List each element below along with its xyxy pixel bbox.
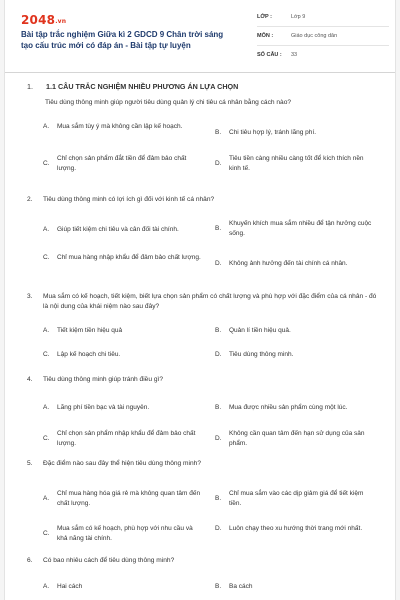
question-4 [27, 375, 377, 455]
option-text: Chỉ mua sắm vào các dịp giảm giá để tiết kiệm tiền. [229, 490, 364, 507]
document-header [5, 0, 395, 73]
meta-value: Giáo dục công dân [291, 33, 338, 39]
question-2 [27, 195, 377, 275]
question-number: 6. [27, 557, 33, 564]
option-a[interactable] [43, 403, 203, 413]
option-a[interactable] [43, 326, 203, 336]
option-text: Chỉ chọn sản phẩm nhập khẩu để đảm bảo chất lượng. [57, 430, 196, 447]
question-text: Đặc điểm nào sau đây thể hiện tiêu dùng thông minh? [43, 460, 201, 467]
option-d[interactable] [215, 429, 375, 448]
option-letter: C. [43, 434, 50, 442]
option-text: Mua được nhiều sản phẩm cùng một lúc. [229, 404, 348, 411]
question-options [43, 108, 377, 178]
meta-row-class [257, 8, 389, 27]
meta-key: SỐ CÂU : [257, 52, 282, 58]
option-b[interactable] [215, 489, 375, 508]
option-text: Mua sắm có kế hoạch, phù hợp với nhu cầu và khả năng tài chính. [57, 525, 193, 542]
option-b[interactable] [215, 582, 369, 592]
question-heading [27, 292, 377, 312]
option-letter: C. [43, 159, 50, 167]
option-letter: A. [43, 226, 50, 233]
question-text: Mua sắm có kế hoạch, tiết kiệm, biết lựa chọn sản phẩm có chất lượng và phù hợp với đặc điểm của cá nhân - đó là nội dung của khái niệm nào sau đây? [43, 293, 377, 310]
option-text: Không ảnh hưởng đến tài chính cá nhân. [229, 260, 348, 267]
question-number: 3. [27, 293, 33, 300]
question-number: 2. [27, 196, 33, 203]
meta-key: LỚP : [257, 14, 272, 20]
question-5 [27, 459, 377, 549]
option-b[interactable] [215, 403, 375, 413]
option-c[interactable] [43, 429, 203, 448]
option-letter: A. [43, 583, 50, 590]
document-page [4, 0, 396, 600]
option-letter: B. [215, 494, 222, 502]
option-text: Lãng phí tiền bạc và tài nguyên. [57, 404, 150, 411]
option-text: Mua sắm tùy ý mà không cần lập kế hoạch. [57, 123, 183, 130]
option-text: Hai cách [57, 583, 83, 590]
question-text: Tiêu dùng thông minh giúp người tiêu dùng quản lý chi tiêu cá nhân bằng cách nào? [45, 99, 292, 106]
option-text: Chỉ chọn sản phẩm đắt tiền để đảm bảo chất lượng. [57, 155, 187, 172]
option-letter: A. [43, 494, 50, 502]
option-letter: D. [215, 159, 222, 167]
option-text: Tiết kiệm tiền hiệu quả [57, 327, 123, 334]
option-letter: C. [43, 351, 50, 358]
option-letter: D. [215, 351, 222, 358]
option-text: Tiêu tiền càng nhiều càng tốt để kích thích nền kinh tế. [229, 155, 364, 172]
option-text: Giúp tiết kiệm chi tiêu và cân đối tài chính. [57, 226, 179, 233]
meta-value: 33 [291, 52, 298, 58]
meta-row-count [257, 46, 389, 64]
question-number: 4. [27, 376, 33, 383]
question-6 [27, 556, 377, 596]
site-logo[interactable] [21, 13, 66, 27]
option-a[interactable] [43, 489, 203, 508]
option-text: Chỉ mua hàng hóa giá rẻ mà không quan tâm đến chất lượng. [57, 490, 201, 507]
option-text: Chỉ mua hàng nhập khẩu để đảm bảo chất lượng. [57, 254, 201, 261]
option-letter: D. [215, 260, 222, 267]
section-title: 1.1 CÂU TRẮC NGHIỆM NHIỀU PHƯƠNG ÁN LỰA CHỌN [46, 82, 239, 91]
option-letter: D. [215, 434, 222, 442]
logo-main: 2048 [21, 13, 56, 27]
option-c[interactable] [43, 350, 203, 360]
option-b[interactable] [215, 128, 375, 138]
option-text: Ba cách [229, 583, 253, 590]
option-letter: B. [215, 404, 222, 411]
option-c[interactable] [43, 253, 203, 263]
option-letter: A. [43, 404, 50, 411]
option-text: Luôn chạy theo xu hướng thời trang mới nhất. [229, 525, 363, 532]
question-heading [27, 195, 377, 205]
section-number: 1. [27, 82, 33, 91]
question-options [43, 469, 377, 549]
document-title: Bài tập trắc nghiệm Giữa kì 2 GDCD 9 Chân trời sáng tạo cấu trúc mới có đáp án - Bài tập tự luyện [21, 30, 224, 50]
option-a[interactable] [43, 225, 203, 235]
option-text: Quản lí tiền hiệu quả. [229, 327, 291, 334]
question-number: 5. [27, 460, 33, 467]
meta-key: MÔN : [257, 33, 274, 39]
option-text: Tiêu dùng thông minh. [229, 351, 294, 358]
question-text: Có bao nhiêu cách để tiêu dùng thông minh? [43, 557, 175, 564]
logo-suffix: .vn [55, 18, 67, 25]
option-a[interactable] [43, 582, 197, 592]
question-options [43, 566, 377, 596]
option-d[interactable] [215, 524, 375, 534]
option-letter: B. [215, 129, 222, 136]
question-options [43, 205, 377, 275]
question-heading [27, 556, 377, 566]
option-letter: B. [215, 583, 222, 590]
option-letter: D. [215, 525, 222, 532]
option-letter: A. [43, 327, 50, 334]
meta-value: Lớp 9 [291, 14, 306, 20]
question-text: Tiêu dùng thông minh có lợi ích gì đối với kinh tế cá nhân? [43, 196, 215, 203]
question-heading [27, 459, 377, 469]
option-letter: C. [43, 529, 50, 537]
question-options [43, 312, 377, 370]
option-letter: B. [215, 327, 222, 334]
option-b[interactable] [215, 219, 375, 238]
option-a[interactable] [43, 122, 203, 132]
option-b[interactable] [215, 326, 375, 336]
question-text: Tiêu dùng thông minh giúp tránh điều gì? [43, 376, 163, 383]
option-text: Chi tiêu hợp lý, tránh lãng phí. [229, 129, 317, 136]
option-letter: B. [215, 224, 222, 232]
option-letter: A. [43, 123, 50, 130]
section-heading [27, 82, 238, 91]
option-d[interactable] [215, 154, 375, 173]
meta-row-subject [257, 27, 389, 46]
document-meta [257, 8, 389, 64]
option-d[interactable] [215, 350, 375, 360]
question-heading [27, 375, 377, 385]
option-text: Không cần quan tâm đến hạn sử dụng của sản phẩm. [229, 430, 365, 447]
option-d[interactable] [215, 259, 375, 269]
option-text: Khuyến khích mua sắm nhiều để tận hưởng cuộc sống. [229, 220, 372, 237]
option-letter: C. [43, 254, 50, 261]
option-c[interactable] [43, 524, 203, 543]
question-1 [27, 98, 377, 178]
option-c[interactable] [43, 154, 203, 173]
option-text: Lập kế hoạch chi tiêu. [57, 351, 121, 358]
question-3 [27, 292, 377, 370]
question-options [43, 385, 377, 455]
